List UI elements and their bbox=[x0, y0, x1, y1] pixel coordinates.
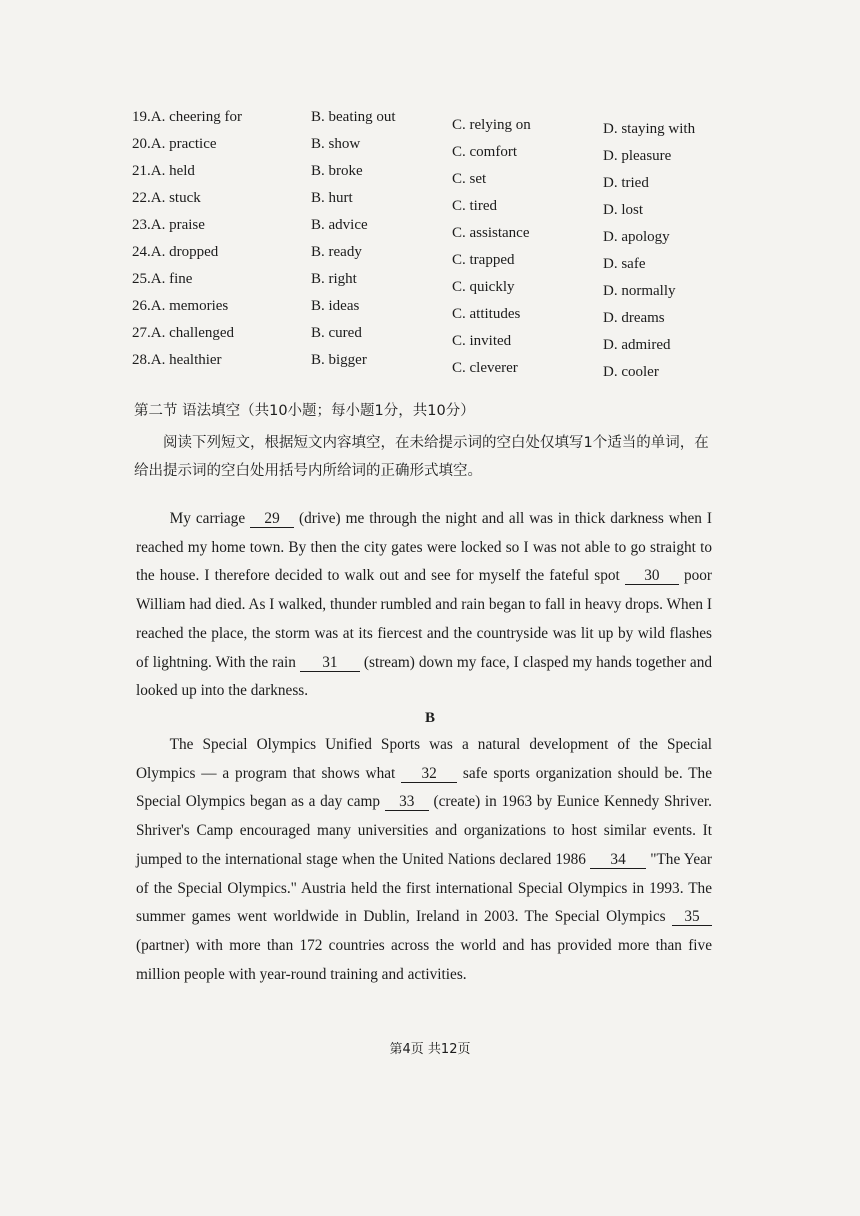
option-c: C. assistance bbox=[452, 225, 530, 241]
section-instructions: 阅读下列短文，根据短文内容填空，在未给提示词的空白处仅填写1个适当的单词，在给出提示词的空白处用括号内所给词的正确形式填空。 bbox=[134, 435, 709, 479]
option-b: B. ready bbox=[311, 244, 362, 260]
passage-b-text: The Special Olympics Unified Sports was a natural development of the Special Olympics — a program that shows what bbox=[136, 736, 712, 782]
option-a-text: A. practice bbox=[150, 136, 217, 152]
passage-b bbox=[136, 731, 712, 989]
question-number: 22. bbox=[132, 190, 151, 206]
blank-35: 35 bbox=[672, 909, 712, 926]
option-c: C. tired bbox=[452, 198, 497, 214]
option-a-text: A. cheering for bbox=[150, 109, 242, 125]
option-a-text: A. fine bbox=[150, 271, 193, 287]
option-a bbox=[132, 158, 195, 185]
option-d: D. pleasure bbox=[603, 148, 672, 164]
option-b: B. ideas bbox=[311, 298, 360, 314]
blank-34: 34 bbox=[590, 852, 646, 869]
question-number: 24. bbox=[132, 244, 151, 260]
option-row bbox=[132, 293, 732, 326]
option-d: D. lost bbox=[603, 202, 644, 218]
option-b: B. beating out bbox=[311, 109, 396, 125]
page-footer: 第4页 共12页 bbox=[389, 1042, 471, 1057]
option-a bbox=[132, 320, 234, 347]
blank-33: 33 bbox=[385, 794, 429, 811]
option-d: D. dreams bbox=[603, 310, 665, 326]
option-b: B. bigger bbox=[311, 352, 367, 368]
passage-a-text: (stream) down my face, I clasped my hands together and looked up into the darkness. bbox=[136, 653, 712, 700]
option-d: D. apology bbox=[603, 229, 670, 245]
option-c: C. invited bbox=[452, 333, 512, 349]
option-d: D. normally bbox=[603, 283, 676, 299]
option-row bbox=[132, 185, 732, 218]
option-row bbox=[132, 266, 732, 299]
option-a bbox=[132, 185, 201, 212]
option-a bbox=[132, 212, 205, 239]
passage-a-text: (drive) me through the night and all was in thick darkness when I reached my home town. By then the city gates were locked so I was not able to go straight to the house. I therefore decided to walk out and see for myself the fateful spot bbox=[136, 510, 712, 585]
option-c: C. quickly bbox=[452, 279, 515, 295]
option-d: D. tried bbox=[603, 175, 649, 191]
blank-32: 32 bbox=[401, 766, 457, 783]
options-table bbox=[132, 104, 732, 380]
option-a bbox=[132, 293, 228, 320]
question-number: 26. bbox=[132, 298, 151, 314]
option-a bbox=[132, 266, 192, 293]
option-d: D. cooler bbox=[603, 364, 659, 380]
option-b: B. show bbox=[311, 136, 361, 152]
option-a bbox=[132, 131, 217, 158]
question-number: 20. bbox=[132, 136, 151, 152]
blank-29: 29 bbox=[250, 511, 294, 528]
option-c: C. set bbox=[452, 171, 487, 187]
option-row bbox=[132, 239, 732, 272]
blank-30: 30 bbox=[625, 568, 679, 585]
question-number: 27. bbox=[132, 325, 151, 341]
passage-b-text: "The Year of the Special Olympics." Austria held the first international Special Olympics in 1993. The summer games went worldwide in Dublin, Ireland in 2003. The Special Olympics bbox=[136, 850, 712, 926]
option-d: D. safe bbox=[603, 256, 646, 272]
option-row bbox=[132, 158, 732, 191]
part-b-label: B bbox=[424, 710, 435, 726]
option-row bbox=[132, 131, 732, 164]
option-a-text: A. healthier bbox=[150, 352, 222, 368]
option-c: C. comfort bbox=[452, 144, 517, 160]
option-row bbox=[132, 347, 732, 380]
option-c: C. relying on bbox=[452, 117, 531, 133]
option-c: C. trapped bbox=[452, 252, 515, 268]
option-b: B. right bbox=[311, 271, 357, 287]
passage-a bbox=[136, 505, 712, 706]
option-row bbox=[132, 320, 732, 353]
option-a-text: A. stuck bbox=[150, 190, 201, 206]
option-a bbox=[132, 239, 218, 266]
passage-b-text: (partner) with more than 172 countries across the world and has provided more than five million people with year-round training and activities. bbox=[136, 936, 712, 983]
option-d: D. admired bbox=[603, 337, 671, 353]
passage-a-text: poor William had died. As I walked, thunder rumbled and rain began to fall in heavy drops. When I reached the place, the storm was at its fiercest and the countryside was lit up by wild flashes of lightning. With the rain bbox=[136, 567, 712, 671]
option-a-text: A. challenged bbox=[150, 325, 235, 341]
question-number: 28. bbox=[132, 352, 151, 368]
option-a bbox=[132, 104, 242, 131]
passage-b-text: safe sports organization should be. The Special Olympics began as a day camp bbox=[136, 764, 712, 811]
question-number: 25. bbox=[132, 271, 151, 287]
option-row bbox=[132, 212, 732, 245]
blank-31: 31 bbox=[300, 655, 360, 672]
option-c: C. cleverer bbox=[452, 360, 518, 376]
option-b: B. advice bbox=[311, 217, 368, 233]
option-a-text: A. praise bbox=[150, 217, 205, 233]
question-number: 23. bbox=[132, 217, 151, 233]
option-a-text: A. memories bbox=[150, 298, 229, 314]
passage-b-text: (create) in 1963 by Eunice Kennedy Shriver. Shriver's Camp encouraged many universities and organizations to host similar events. It jumped to the international stage when the United Nations declared 1986 bbox=[136, 793, 712, 868]
option-d: D. staying with bbox=[603, 121, 696, 137]
option-c: C. attitudes bbox=[452, 306, 521, 322]
option-a-text: A. dropped bbox=[150, 244, 219, 260]
option-a bbox=[132, 347, 222, 374]
section-title: 第二节 语法填空（共10小题；每小题1分，共10分） bbox=[134, 403, 475, 419]
option-b: B. broke bbox=[311, 163, 363, 179]
option-a-text: A. held bbox=[150, 163, 195, 179]
option-b: B. cured bbox=[311, 325, 362, 341]
question-number: 21. bbox=[132, 163, 151, 179]
option-row bbox=[132, 104, 732, 137]
option-b: B. hurt bbox=[311, 190, 353, 206]
question-number: 19. bbox=[132, 109, 151, 125]
passage-a-text: My carriage bbox=[169, 510, 251, 527]
